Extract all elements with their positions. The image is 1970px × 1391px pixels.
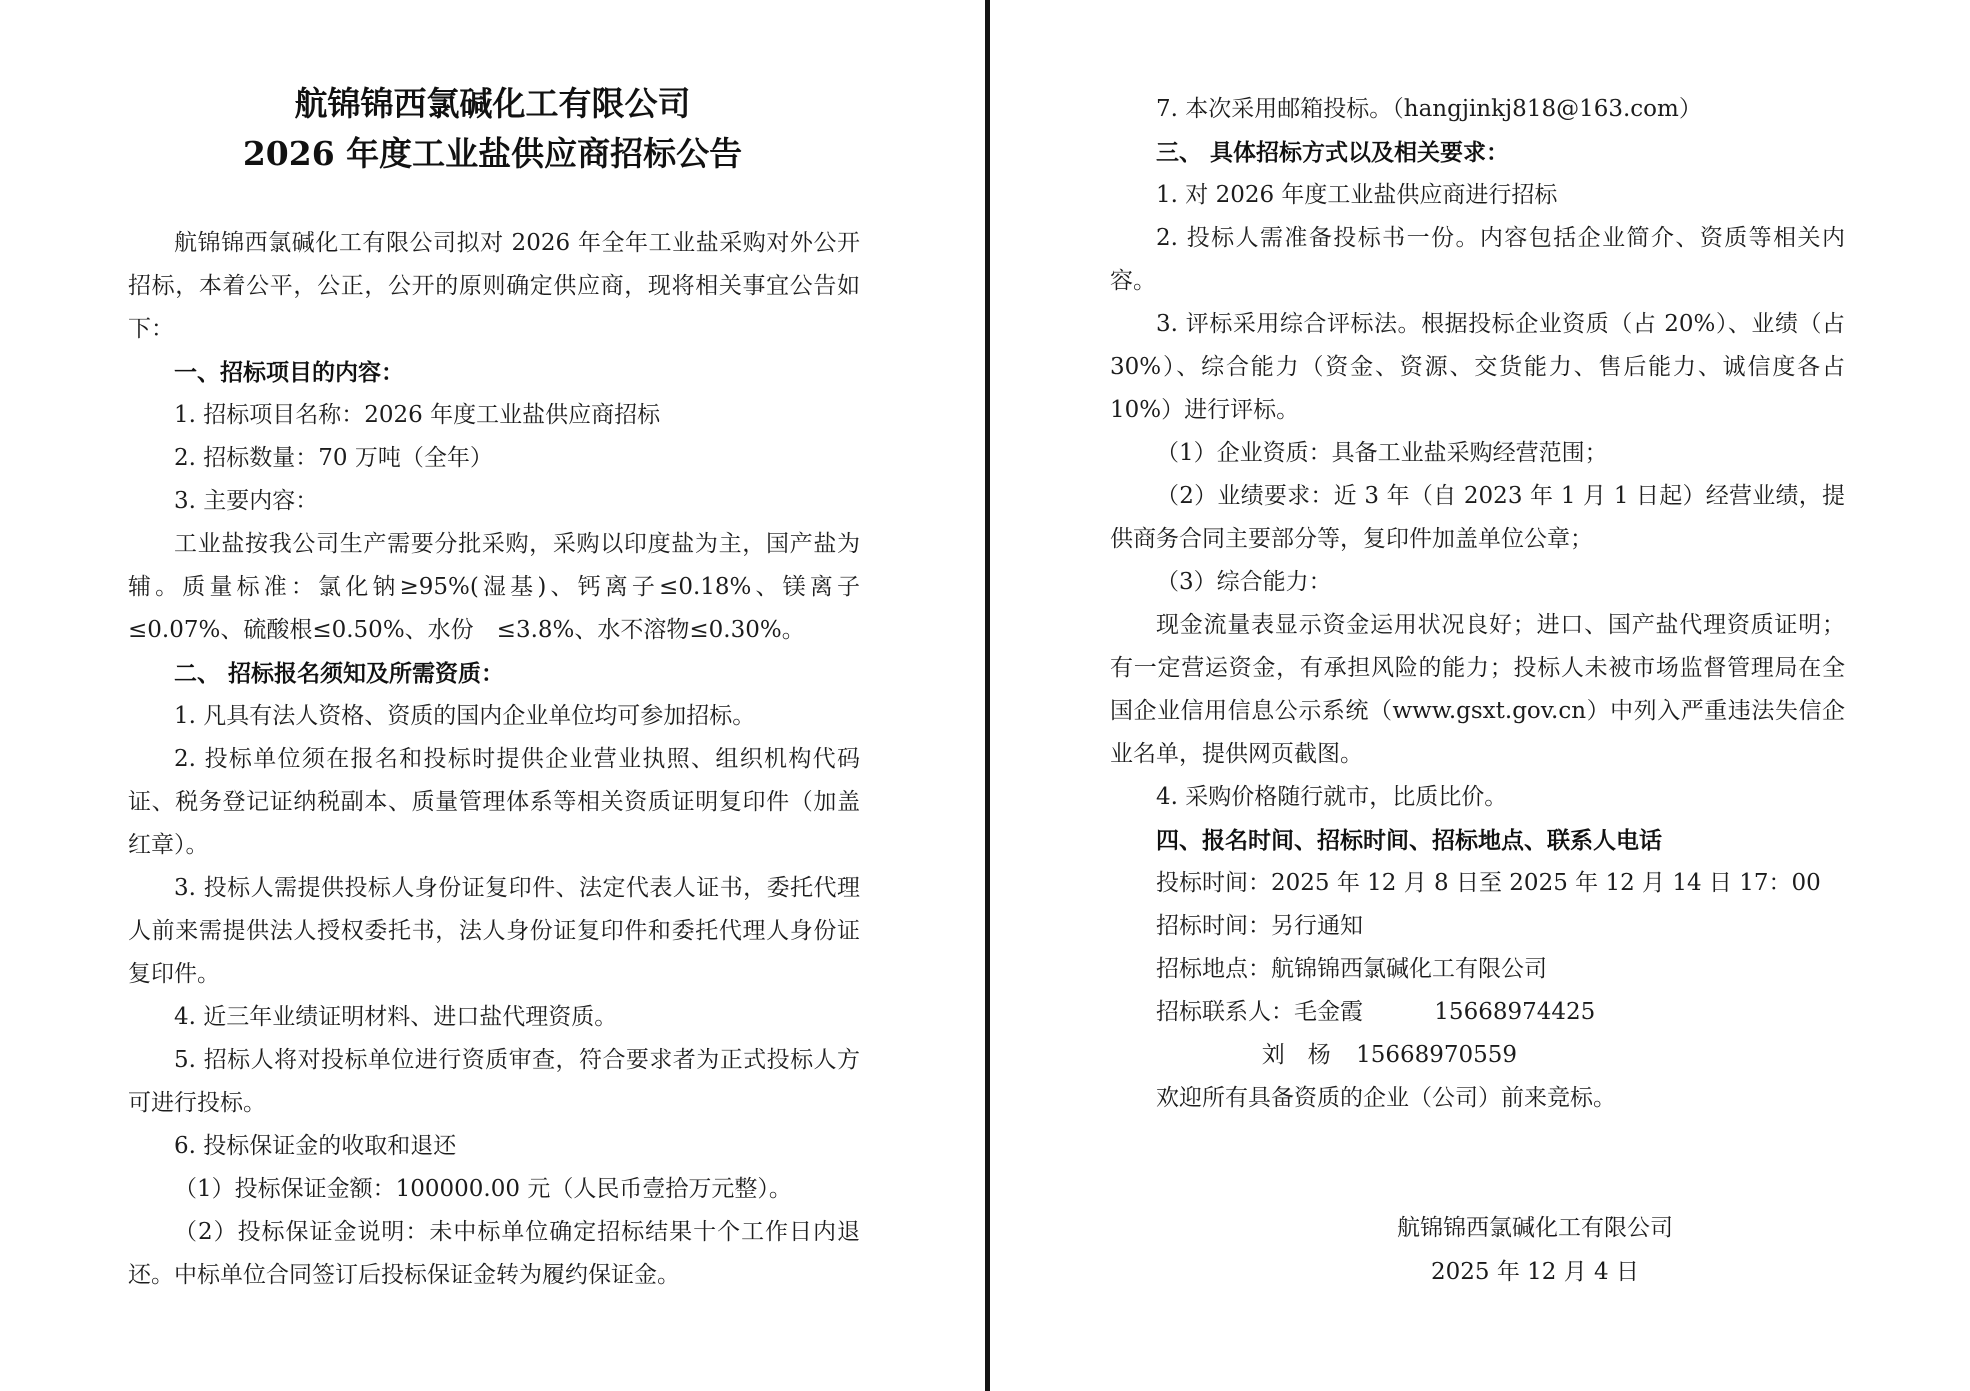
section-4-heading: 四、报名时间、招标时间、招标地点、联系人电话	[1156, 827, 1662, 854]
section-3-item-1: 1. 对 2026 年度工业盐供应商进行招标	[1156, 182, 1558, 208]
left-body	[128, 222, 860, 1297]
section-2-item-2: 2. 投标单位须在报名和投标时提供企业营业执照、组织机构代码证、税务登记证纳税副本、质量管理体系等相关资质证明复印件（加盖红章）。	[128, 746, 860, 858]
document-title-line-1: 航锦锦西氯碱化工有限公司	[294, 84, 691, 123]
section-1-item-3: 3. 主要内容：	[174, 488, 319, 514]
right-body	[1110, 88, 1845, 1120]
section-3-heading: 三、 具体招标方式以及相关要求：	[1156, 139, 1510, 166]
bid-time: 投标时间：2025 年 12 月 8 日至 2025 年 12 月 14 日 17：00	[1156, 870, 1821, 896]
section-3-sub-2: （2）业绩要求：近 3 年（自 2023 年 1 月 1 日起）经营业绩，提供商务合同主要部分等，复印件加盖单位公章；	[1110, 483, 1845, 552]
tender-place: 招标地点：航锦锦西氯碱化工有限公司	[1156, 956, 1547, 982]
contact-name-2: 刘 杨	[1261, 1042, 1331, 1068]
section-1-heading: 一、招标项目的内容：	[174, 359, 404, 386]
section-1-item-1: 1. 招标项目名称：2026 年度工业盐供应商招标	[174, 402, 661, 428]
section-3-sub-1: （1）企业资质：具备工业盐采购经营范围；	[1156, 440, 1608, 466]
section-2-item-7: 7. 本次采用邮箱投标。（hangjinkj818@163.com）	[1156, 96, 1702, 122]
tender-time: 招标时间：另行通知	[1156, 913, 1363, 939]
section-1-item-2: 2. 招标数量：70 万吨（全年）	[174, 445, 493, 471]
welcome-line: 欢迎所有具备资质的企业（公司）前来竞标。	[1156, 1085, 1616, 1111]
contact-label-1: 招标联系人：毛金霞	[1156, 999, 1363, 1025]
right-page	[990, 0, 1970, 1391]
section-2-item-6-1: （1）投标保证金额：100000.00 元（人民币壹拾万元整）。	[174, 1176, 792, 1202]
section-2-item-1: 1. 凡具有法人资格、资质的国内企业单位均可参加招标。	[174, 703, 756, 729]
section-3-item-4: 4. 采购价格随行就市，比质比价。	[1156, 784, 1508, 810]
section-3-item-2: 2. 投标人需准备投标书一份。内容包括企业简介、资质等相关内容。	[1110, 225, 1845, 294]
section-2-heading: 二、 招标报名须知及所需资质：	[174, 660, 505, 687]
contact-phone-1: 15668974425	[1434, 999, 1596, 1025]
contact-phone-2: 15668970559	[1356, 1042, 1518, 1068]
section-1-content: 工业盐按我公司生产需要分批采购，采购以印度盐为主，国产盐为辅。质量标准：氯化钠≥95%(湿基)、钙离子≤0.18%、镁离子≤0.07%、硫酸根≤0.50%、水份 ≤3.8%、水不溶物≤0.30%。	[128, 531, 860, 643]
signature-company: 航锦锦西氯碱化工有限公司	[1397, 1215, 1673, 1241]
section-2-item-5: 5. 招标人将对投标单位进行资质审查，符合要求者为正式投标人方可进行投标。	[128, 1047, 860, 1116]
document-title-line-2: 2026 年度工业盐供应商招标公告	[242, 134, 743, 173]
section-2-item-6-2: （2）投标保证金说明：未中标单位确定招标结果十个工作日内退还。中标单位合同签订后投标保证金转为履约保证金。	[128, 1219, 860, 1288]
section-2-item-6: 6. 投标保证金的收取和退还	[174, 1133, 457, 1159]
contact-row-1	[1110, 991, 1845, 1034]
contact-row-2	[1110, 1034, 1845, 1077]
section-3-sub-3-content: 现金流量表显示资金运用状况良好；进口、国产盐代理资质证明；有一定营运资金，有承担风险的能力；投标人未被市场监督管理局在全国企业信用信息公示系统（www.gsxt.gov.cn）中列入严重违法失信企业名单，提供网页截图。	[1110, 612, 1845, 767]
section-2-item-3: 3. 投标人需提供投标人身份证复印件、法定代表人证书，委托代理人前来需提供法人授权委托书，法人身份证复印件和委托代理人身份证复印件。	[128, 875, 860, 987]
section-2-item-4: 4. 近三年业绩证明材料、进口盐代理资质。	[174, 1004, 618, 1030]
signature-date: 2025 年 12 月 4 日	[1431, 1259, 1639, 1285]
section-3-item-3: 3. 评标采用综合评标法。根据投标企业资质（占 20%）、业绩（占 30%）、综合能力（资金、资源、交货能力、售后能力、诚信度各占 10%）进行评标。	[1110, 311, 1845, 423]
section-3-sub-3: （3）综合能力：	[1156, 569, 1332, 595]
intro-paragraph: 航锦锦西氯碱化工有限公司拟对 2026 年全年工业盐采购对外公开招标，本着公平，公正，公开的原则确定供应商，现将相关事宜公告如下：	[128, 230, 860, 342]
